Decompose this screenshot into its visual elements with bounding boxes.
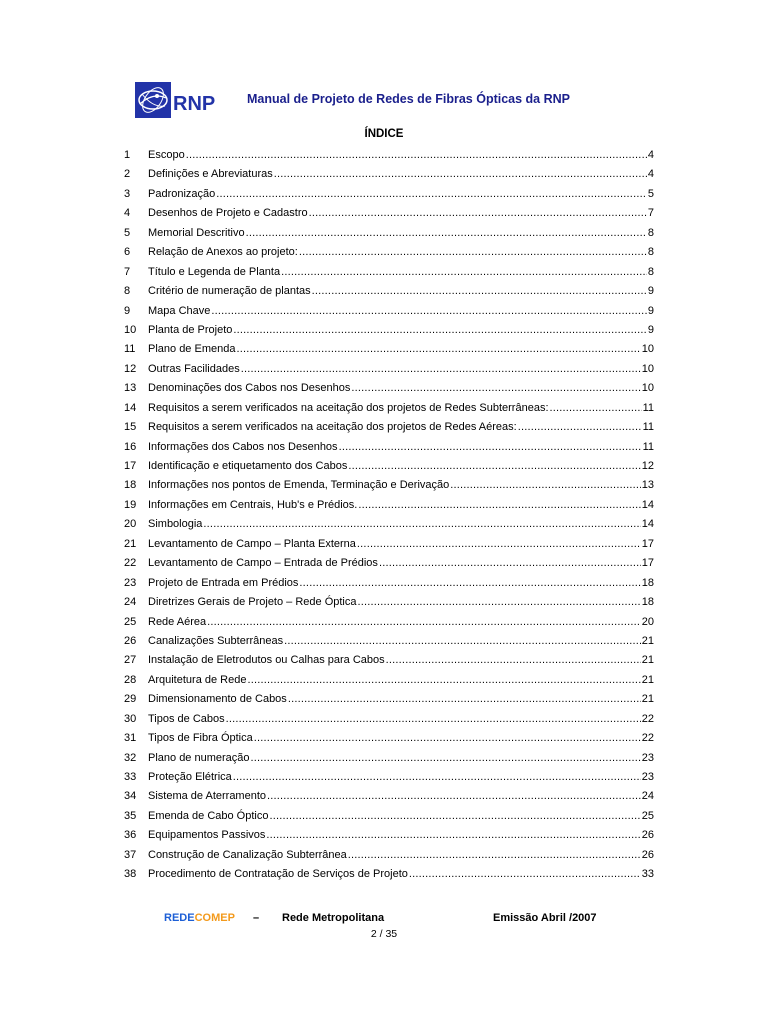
toc-entry-page: 8 — [647, 226, 654, 239]
toc-entry-title: Definições e Abreviaturas — [148, 168, 273, 181]
toc-entry-number: 11 — [124, 343, 136, 356]
toc-entry[interactable] — [124, 593, 654, 612]
toc-entry-line — [148, 263, 654, 282]
toc-entry-page: 26 — [641, 829, 654, 842]
toc-entry-line — [148, 787, 654, 806]
toc-dot-leader — [236, 340, 640, 359]
toc-entry-page: 8 — [647, 265, 654, 278]
toc-entry-page: 20 — [641, 615, 654, 628]
toc-entry[interactable] — [124, 515, 654, 534]
toc-entry-number: 25 — [124, 615, 137, 628]
toc-entry-title: Projeto de Entrada em Prédios — [148, 576, 299, 589]
toc-entry[interactable] — [124, 263, 654, 282]
page-header — [135, 80, 735, 120]
toc-entry-page: 12 — [641, 460, 654, 472]
toc-dot-leader — [233, 768, 641, 787]
toc-entry-title: Levantamento de Campo – Entrada de Prédios — [148, 557, 378, 570]
toc-entry-line — [148, 710, 654, 729]
toc-entry[interactable] — [124, 243, 654, 262]
toc-entry-number: 6 — [124, 246, 131, 259]
logo-text: RNP — [173, 93, 216, 115]
toc-dot-leader — [267, 787, 641, 806]
toc-entry-page: 14 — [641, 518, 654, 531]
toc-entry[interactable] — [124, 224, 654, 243]
toc-entry[interactable] — [124, 146, 654, 165]
toc-entry-number: 8 — [124, 285, 131, 298]
toc-entry-page: 21 — [641, 673, 654, 686]
toc-entry-title: Construção de Canalização Subterrânea — [148, 848, 347, 861]
toc-entry-number: 24 — [124, 596, 137, 609]
toc-entry-page: 22 — [641, 732, 654, 745]
toc-entry-title: Emenda de Cabo Óptico — [148, 809, 269, 822]
toc-entry[interactable] — [124, 476, 654, 495]
toc-entry[interactable] — [124, 340, 654, 359]
toc-dot-leader — [226, 710, 641, 729]
toc-entry-page: 9 — [647, 304, 654, 317]
toc-entry[interactable] — [124, 632, 654, 651]
toc-entry-line — [148, 496, 654, 515]
toc-dot-leader — [233, 321, 646, 340]
toc-entry-title: Critério de numeração de plantas — [148, 285, 311, 298]
toc-entry[interactable] — [124, 379, 654, 398]
toc-entry-line — [148, 224, 654, 243]
toc-entry[interactable] — [124, 768, 654, 787]
toc-entry-line — [148, 729, 654, 748]
toc-entry-title: Canalizações Subterrâneas — [148, 634, 284, 647]
toc-entry[interactable] — [124, 613, 654, 632]
toc-dot-leader — [269, 807, 640, 826]
toc-entry-line — [148, 690, 654, 709]
toc-entry-page: 10 — [641, 343, 654, 356]
toc-dot-leader — [348, 846, 641, 865]
toc-dot-leader — [339, 438, 642, 457]
toc-entry[interactable] — [124, 438, 654, 457]
toc-entry-number: 13 — [124, 382, 137, 395]
page-footer — [0, 912, 768, 952]
toc-dot-leader — [379, 554, 641, 573]
toc-entry-number: 18 — [124, 479, 137, 492]
toc-entry[interactable] — [124, 671, 654, 690]
toc-entry-number: 4 — [124, 207, 131, 220]
toc-entry-number: 10 — [124, 323, 137, 336]
toc-dot-leader — [358, 496, 640, 515]
toc-entry-line — [148, 340, 654, 359]
toc-entry-title: Instalação de Eletrodutos ou Calhas para Cabos — [148, 654, 385, 667]
toc-entry-page: 4 — [647, 149, 654, 161]
toc-entry-line — [148, 438, 654, 457]
toc-entry[interactable] — [124, 418, 654, 437]
toc-entry-page: 17 — [641, 537, 654, 550]
toc-entry-number: 36 — [124, 829, 137, 842]
toc-entry-title: Desenhos de Projeto e Cadastro — [148, 207, 308, 220]
toc-entry-title: Padronização — [148, 187, 216, 200]
toc-entry-line — [148, 165, 654, 184]
toc-entry-line — [148, 826, 654, 845]
toc-entry-title: Planta de Projeto — [148, 323, 233, 336]
footer-separator: – — [253, 912, 260, 924]
toc-dot-leader — [216, 185, 647, 204]
toc-entry-page: 11 — [642, 401, 654, 414]
toc-entry-line — [148, 593, 654, 612]
toc-dot-leader — [309, 204, 647, 223]
toc-entry-title: Informações em Centrais, Hub's e Prédios. — [148, 498, 358, 511]
toc-entry-page: 9 — [647, 285, 654, 298]
toc-entry[interactable] — [124, 846, 654, 865]
toc-dot-leader — [550, 399, 642, 418]
toc-entry-page: 17 — [641, 557, 654, 570]
toc-entry-title: Denominações dos Cabos nos Desenhos — [148, 382, 351, 395]
toc-entry-line — [148, 574, 654, 593]
toc-entry-line — [148, 515, 654, 534]
toc-entry-number: 27 — [124, 654, 137, 667]
toc-entry-number: 7 — [124, 265, 131, 278]
toc-entry-page: 13 — [641, 479, 654, 492]
toc-entry-page: 11 — [642, 440, 654, 453]
toc-entry-page: 5 — [647, 187, 654, 200]
toc-entry-number: 15 — [124, 421, 137, 434]
toc-dot-leader — [357, 593, 640, 612]
toc-entry-number: 38 — [124, 868, 137, 881]
toc-entry-page: 11 — [642, 421, 654, 434]
toc-entry-number: 12 — [124, 362, 137, 375]
toc-entry-title: Outras Facilidades — [148, 362, 240, 375]
toc-dot-leader — [254, 729, 641, 748]
toc-entry[interactable] — [124, 321, 654, 340]
toc-entry-line — [148, 204, 654, 223]
toc-entry[interactable] — [124, 574, 654, 593]
toc-entry-page: 21 — [641, 654, 654, 667]
toc-entry-number: 33 — [124, 771, 137, 783]
toc-entry-line — [148, 768, 654, 787]
toc-entry-line — [148, 476, 654, 495]
toc-entry-line — [148, 613, 654, 632]
toc-entry-number: 3 — [124, 187, 131, 200]
toc-entry[interactable] — [124, 710, 654, 729]
toc-entry-number: 5 — [124, 226, 131, 239]
toc-entry-title: Procedimento de Contratação de Serviços de Projeto — [148, 868, 408, 881]
toc-entry-line — [148, 846, 654, 865]
toc-entry-title: Relação de Anexos ao projeto: — [148, 246, 298, 259]
toc-entry-page: 8 — [647, 246, 654, 259]
toc-dot-leader — [450, 476, 641, 495]
toc-entry-line — [148, 651, 654, 670]
toc-entry[interactable] — [124, 807, 654, 826]
toc-entry-number: 1 — [124, 149, 131, 161]
toc-entry-title: Levantamento de Campo – Planta Externa — [148, 537, 356, 550]
toc-entry-title: Rede Aérea — [148, 615, 207, 628]
toc-entry-title: Plano de numeração — [148, 751, 250, 764]
toc-entry-number: 21 — [124, 537, 137, 550]
toc-dot-leader — [251, 749, 641, 768]
footer-date: Emissão Abril /2007 — [493, 912, 597, 924]
toc-entry[interactable] — [124, 282, 654, 301]
toc-entry-line — [148, 360, 654, 379]
toc-entry-title: Requisitos a serem verificados na aceitação dos projetos de Redes Aéreas: — [148, 421, 517, 434]
footer-network: Rede Metropolitana — [282, 912, 385, 924]
toc-entry-line — [148, 321, 654, 340]
toc-entry-line — [148, 554, 654, 573]
toc-entry[interactable] — [124, 535, 654, 554]
toc-entry-title: Escopo — [148, 149, 185, 161]
document-title: Manual de Projeto de Redes de Fibras Ópticas da RNP — [247, 92, 570, 106]
toc-entry-number: 2 — [124, 168, 131, 181]
toc-dot-leader — [203, 515, 640, 534]
toc-dot-leader — [211, 302, 647, 321]
toc-entry[interactable] — [124, 399, 654, 418]
toc-entry[interactable] — [124, 826, 654, 845]
toc-entry-page: 18 — [641, 576, 654, 589]
page-number: 2 / 35 — [370, 928, 398, 940]
toc-entry-line — [148, 399, 654, 418]
toc-entry-page: 7 — [647, 207, 654, 220]
toc-entry[interactable] — [124, 865, 654, 884]
toc-entry[interactable] — [124, 729, 654, 748]
toc-entry-line — [148, 302, 654, 321]
toc-entry-title: Diretrizes Gerais de Projeto – Rede Óptica — [148, 596, 357, 609]
toc-dot-leader — [409, 865, 641, 884]
toc-entry-number: 31 — [124, 732, 137, 745]
toc-entry-title: Tipos de Cabos — [148, 712, 225, 725]
toc-entry-title: Dimensionamento de Cabos — [148, 693, 287, 706]
toc-entry-number: 16 — [124, 440, 137, 453]
brand-part-comep: COMEP — [194, 912, 235, 924]
toc-entry-page: 23 — [641, 771, 654, 783]
rnp-logo — [135, 80, 225, 120]
toc-entry-number: 34 — [124, 790, 137, 803]
toc-entry-title: Informações dos Cabos nos Desenhos — [148, 440, 338, 453]
toc-dot-leader — [348, 457, 640, 476]
toc-entry-number: 14 — [124, 401, 137, 414]
toc-entry-number: 28 — [124, 673, 137, 686]
toc-entry[interactable] — [124, 690, 654, 709]
footer-brand — [164, 912, 235, 924]
toc-entry-page: 24 — [641, 790, 654, 803]
toc-entry-title: Título e Legenda de Planta — [148, 265, 281, 278]
toc-entry-page: 14 — [641, 498, 654, 511]
toc-entry-number: 37 — [124, 848, 137, 861]
toc-dot-leader — [246, 224, 647, 243]
toc-entry-title: Tipos de Fibra Óptica — [148, 732, 253, 745]
toc-entry-page: 26 — [641, 848, 654, 861]
toc-entry-title: Requisitos a serem verificados na aceitação dos projetos de Redes Subterrâneas: — [148, 401, 549, 414]
toc-entry-page: 9 — [647, 323, 654, 336]
toc-dot-leader — [386, 651, 641, 670]
toc-dot-leader — [241, 360, 641, 379]
toc-entry-number: 17 — [124, 460, 137, 472]
toc-entry-number: 20 — [124, 518, 137, 531]
toc-entry-number: 26 — [124, 634, 137, 647]
toc-dot-leader — [247, 671, 640, 690]
toc-entry[interactable] — [124, 302, 654, 321]
toc-entry-title: Plano de Emenda — [148, 343, 236, 356]
toc-dot-leader — [281, 263, 647, 282]
toc-entry[interactable] — [124, 360, 654, 379]
toc-entry-line — [148, 282, 654, 301]
toc-dot-leader — [288, 690, 641, 709]
toc-entry[interactable] — [124, 204, 654, 223]
toc-entry-number: 32 — [124, 751, 137, 764]
toc-entry-page: 21 — [641, 693, 654, 706]
toc-dot-leader — [357, 535, 641, 554]
toc-entry-title: Arquitetura de Rede — [148, 673, 247, 686]
toc-entry-title: Sistema de Aterramento — [148, 790, 267, 803]
toc-entry-line — [148, 418, 654, 437]
toc-entry-number: 35 — [124, 809, 137, 822]
toc-dot-leader — [207, 613, 641, 632]
toc-entry-number: 30 — [124, 712, 137, 725]
toc-entry-line — [148, 749, 654, 768]
toc-entry-title: Informações nos pontos de Emenda, Terminação e Derivação — [148, 479, 450, 492]
toc-dot-leader — [299, 243, 647, 262]
toc-dot-leader — [186, 146, 647, 165]
toc-entry[interactable] — [124, 749, 654, 768]
toc-entry-page: 23 — [641, 751, 654, 764]
toc-entry-page: 33 — [641, 868, 654, 881]
index-heading — [0, 128, 768, 140]
brand-part-rede: REDE — [164, 912, 195, 924]
toc-entry[interactable] — [124, 651, 654, 670]
toc-entry-line — [148, 671, 654, 690]
toc-entry-page: 4 — [647, 168, 654, 181]
toc-dot-leader — [274, 165, 647, 184]
toc-entry-line — [148, 185, 654, 204]
toc-entry-line — [148, 807, 654, 826]
toc-entry-line — [148, 457, 654, 476]
index-heading-text: ÍNDICE — [364, 128, 404, 140]
toc-entry-number: 9 — [124, 304, 131, 317]
toc-entry[interactable] — [124, 185, 654, 204]
toc-dot-leader — [266, 826, 640, 845]
toc-entry[interactable] — [124, 165, 654, 184]
toc-entry-title: Identificação e etiquetamento dos Cabos — [148, 460, 348, 472]
toc-entry[interactable] — [124, 457, 654, 476]
toc-entry-page: 25 — [641, 809, 654, 822]
toc-entry-line — [148, 243, 654, 262]
toc-entry-number: 22 — [124, 557, 137, 570]
toc-entry-title: Mapa Chave — [148, 304, 211, 317]
toc-entry-title: Simbologia — [148, 518, 203, 531]
toc-dot-leader — [299, 574, 640, 593]
toc-entry-page: 22 — [641, 712, 654, 725]
toc-entry-number: 29 — [124, 693, 137, 706]
toc-entry[interactable] — [124, 554, 654, 573]
toc-entry[interactable] — [124, 496, 654, 515]
toc-entry-title: Proteção Elétrica — [148, 771, 232, 783]
toc-entry-page: 21 — [641, 634, 654, 647]
toc-entry-number: 19 — [124, 498, 137, 511]
toc-entry[interactable] — [124, 787, 654, 806]
toc-dot-leader — [312, 282, 647, 301]
toc-entry-line — [148, 632, 654, 651]
toc-entry-page: 10 — [641, 362, 654, 375]
toc-entry-title: Equipamentos Passivos — [148, 829, 266, 842]
toc-entry-page: 10 — [641, 382, 654, 395]
toc-entry-number: 23 — [124, 576, 137, 589]
toc-dot-leader — [518, 418, 642, 437]
toc-entry-line — [148, 535, 654, 554]
toc-entry-line — [148, 379, 654, 398]
toc-dot-leader — [351, 379, 640, 398]
toc-entry-line — [148, 146, 654, 165]
toc-entry-line — [148, 865, 654, 884]
table-of-contents — [124, 146, 654, 885]
toc-entry-title: Memorial Descritivo — [148, 226, 245, 239]
toc-entry-page: 18 — [641, 596, 654, 609]
toc-dot-leader — [284, 632, 641, 651]
